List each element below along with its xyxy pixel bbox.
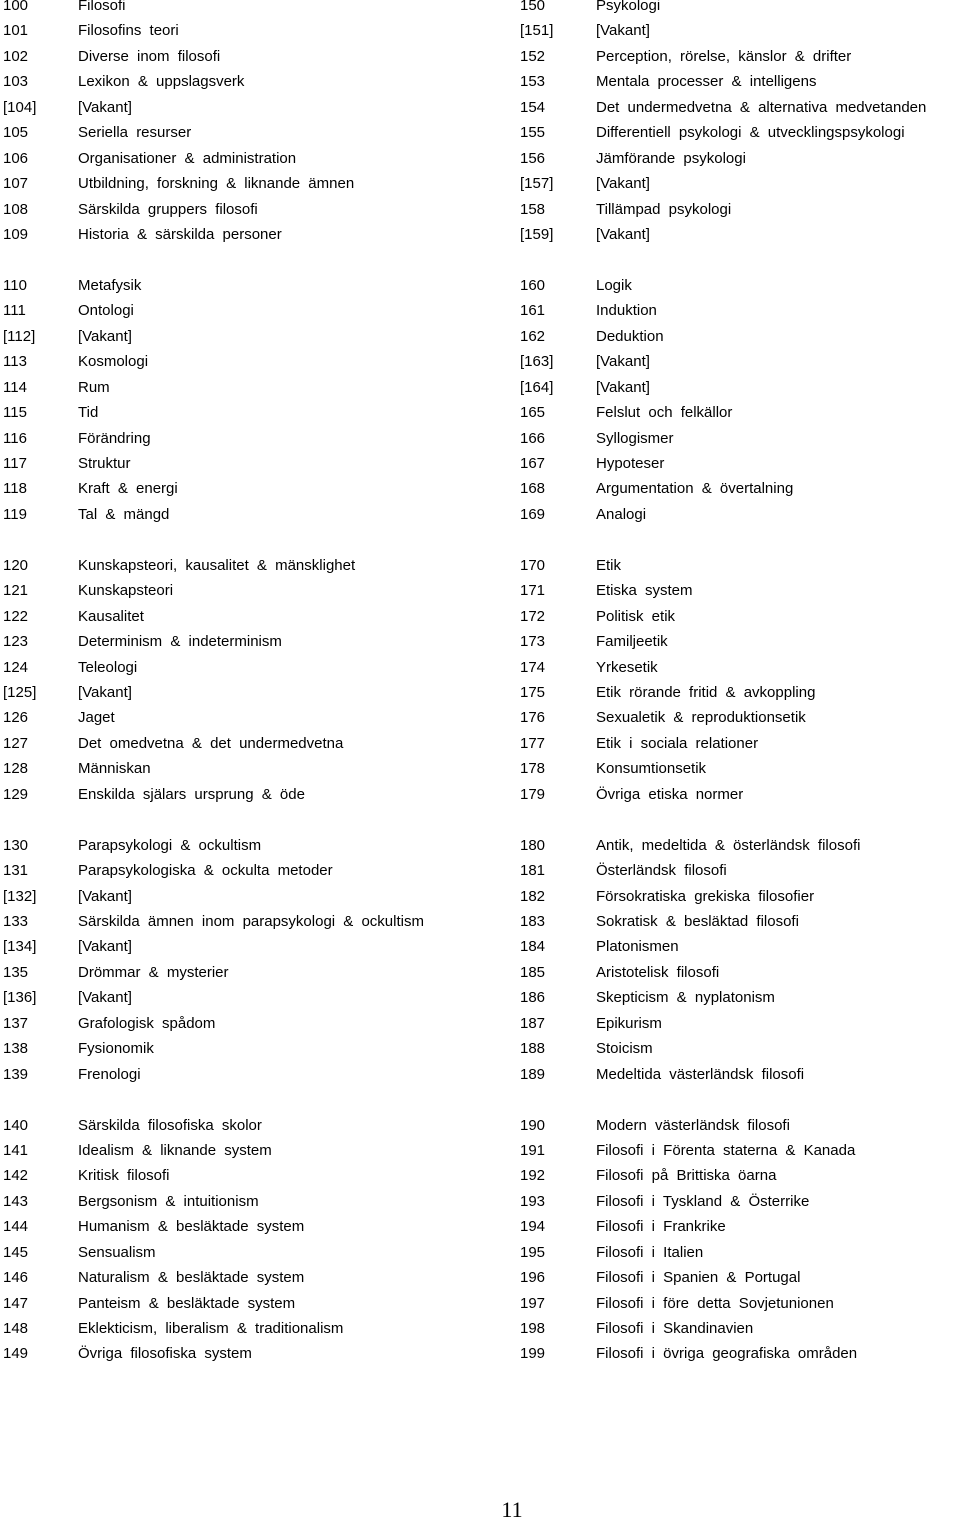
class-label: Försokratiska grekiska filosofier <box>596 887 815 905</box>
class-label: Förändring <box>78 429 151 447</box>
class-label: Yrkesetik <box>596 658 658 676</box>
class-label: Bergsonism & intuitionism <box>78 1192 259 1210</box>
class-label: Mentala processer & intelligens <box>596 73 817 91</box>
classification-group <box>3 556 503 814</box>
class-code: 187 <box>520 1014 546 1032</box>
class-code: 144 <box>3 1218 29 1236</box>
class-code: 161 <box>520 302 546 320</box>
class-code: 118 <box>3 480 27 498</box>
class-label: Epikurism <box>596 1014 662 1032</box>
class-label: Induktion <box>596 302 657 320</box>
right-column <box>520 0 960 1399</box>
classification-row <box>520 1167 960 1195</box>
classification-row <box>3 1040 503 1068</box>
class-label: [Vakant] <box>78 938 132 956</box>
class-code: 123 <box>3 633 29 651</box>
classification-row <box>3 785 503 814</box>
classification-row <box>520 480 960 508</box>
class-label: Argumentation & övertalning <box>596 480 794 498</box>
class-code: 199 <box>520 1345 546 1363</box>
class-label: Jämförande psykologi <box>596 149 746 167</box>
classification-group <box>3 1116 503 1374</box>
class-label: Människan <box>78 760 151 778</box>
class-code: 166 <box>520 429 546 447</box>
classification-row <box>3 1345 503 1373</box>
classification-row <box>520 404 960 432</box>
class-code: 127 <box>3 734 29 752</box>
class-label: Kunskapsteori, kausalitet & mänsklighet <box>78 556 356 574</box>
class-label: Särskilda ämnen inom parapsykologi & ockultism <box>78 912 424 930</box>
class-label: Övriga etiska normer <box>596 785 744 803</box>
class-code: 196 <box>520 1269 546 1287</box>
class-code: 160 <box>520 276 546 294</box>
class-code: 135 <box>3 963 29 981</box>
class-label: Differentiell psykologi & utvecklingspsykologi <box>596 124 905 142</box>
class-label: Syllogismer <box>596 429 674 447</box>
class-code: 105 <box>3 124 29 142</box>
classification-row <box>520 785 960 814</box>
class-code: 150 <box>520 0 546 14</box>
class-label: Filosofi i Förenta staterna & Kanada <box>596 1141 856 1159</box>
class-label: Seriella resurser <box>78 124 192 142</box>
classification-row <box>520 429 960 458</box>
class-label: Konsumtionsetik <box>596 760 707 778</box>
classification-row <box>3 582 503 610</box>
classification-row <box>3 760 503 788</box>
classification-row <box>520 912 960 941</box>
class-label: Historia & särskilda personer <box>78 225 282 243</box>
class-label: Kritisk filosofi <box>78 1167 170 1185</box>
class-code: [151] <box>520 22 554 40</box>
class-label: Filosofi i Italien <box>596 1243 704 1261</box>
class-label: Stoicism <box>596 1040 653 1058</box>
class-label: [Vakant] <box>596 22 650 40</box>
class-code: 113 <box>3 353 27 371</box>
class-label: Platonismen <box>596 938 679 956</box>
classification-row <box>3 1065 503 1094</box>
class-code: 109 <box>3 225 29 243</box>
class-code: 100 <box>3 0 29 14</box>
classification-row <box>520 734 960 763</box>
class-code: 103 <box>3 73 29 91</box>
class-code: 186 <box>520 989 546 1007</box>
class-label: Etik i sociala relationer <box>596 734 759 752</box>
class-code: 192 <box>520 1167 546 1185</box>
class-code: 189 <box>520 1065 546 1083</box>
class-code: 171 <box>520 582 546 600</box>
classification-group <box>520 556 960 814</box>
classification-row <box>520 862 960 890</box>
class-code: 131 <box>3 862 29 880</box>
classification-group <box>520 276 960 534</box>
class-label: Sokratisk & besläktad filosofi <box>596 912 799 930</box>
classification-row <box>520 633 960 661</box>
classification-row <box>520 1040 960 1068</box>
class-code: [164] <box>520 378 554 396</box>
class-code: 195 <box>520 1243 546 1261</box>
classification-row <box>520 124 960 152</box>
class-label: Felslut och felkällor <box>596 404 733 422</box>
class-label: Rum <box>78 378 110 396</box>
class-label: Psykologi <box>596 0 661 14</box>
class-label: Det omedvetna & det undermedvetna <box>78 734 344 752</box>
class-code: 129 <box>3 785 29 803</box>
class-label: Särskilda gruppers filosofi <box>78 200 258 218</box>
class-code: 138 <box>3 1040 29 1058</box>
class-code: 117 <box>3 454 27 472</box>
class-code: 193 <box>520 1192 546 1210</box>
classification-row <box>3 989 503 1017</box>
class-code: 198 <box>520 1320 546 1337</box>
class-code: 174 <box>520 658 546 676</box>
class-code: 176 <box>520 709 546 727</box>
class-code: [136] <box>3 989 37 1007</box>
classification-row <box>3 505 503 534</box>
class-code: 156 <box>520 149 546 167</box>
class-label: Övriga filosofiska system <box>78 1345 252 1363</box>
class-code: [104] <box>3 98 37 116</box>
class-label: Ontologi <box>78 302 134 320</box>
class-code: 146 <box>3 1269 29 1287</box>
class-code: [132] <box>3 887 37 905</box>
class-code: 130 <box>3 836 29 854</box>
class-label: [Vakant] <box>596 353 650 371</box>
class-label: Filosofins teori <box>78 22 179 40</box>
class-code: 170 <box>520 556 546 574</box>
classification-row <box>520 200 960 229</box>
classification-row <box>3 73 503 101</box>
class-label: Metafysik <box>78 276 142 294</box>
class-code: 115 <box>3 404 27 422</box>
class-label: Familjeetik <box>596 633 668 651</box>
class-label: Enskilda själars ursprung & öde <box>78 785 305 803</box>
classification-row <box>520 225 960 254</box>
classification-row <box>3 302 503 330</box>
class-label: [Vakant] <box>78 887 132 905</box>
class-code: 145 <box>3 1243 29 1261</box>
classification-row <box>520 175 960 203</box>
class-label: [Vakant] <box>78 98 132 116</box>
class-label: Deduktion <box>596 327 664 345</box>
class-label: Filosofi i Tyskland & Österrike <box>596 1192 810 1210</box>
classification-row <box>520 1218 960 1246</box>
class-label: Filosofi på Brittiska öarna <box>596 1167 777 1185</box>
class-label: Organisationer & administration <box>78 149 297 167</box>
class-code: 183 <box>520 912 546 930</box>
classification-row <box>520 505 960 534</box>
class-code: 184 <box>520 938 546 956</box>
class-code: 190 <box>520 1116 546 1134</box>
class-code: 172 <box>520 607 546 625</box>
class-label: Det undermedvetna & alternativa medvetanden <box>596 98 927 116</box>
class-label: Kausalitet <box>78 607 144 625</box>
class-label: [Vakant] <box>596 225 650 243</box>
class-code: 143 <box>3 1192 29 1210</box>
class-label: Determinism & indeterminism <box>78 633 282 651</box>
class-label: Filosofi i övriga geografiska områden <box>596 1345 858 1363</box>
class-label: Eklekticism, liberalism & traditionalism <box>78 1320 344 1337</box>
class-label: Sexualetik & reproduktionsetik <box>596 709 806 727</box>
class-label: Skepticism & nyplatonism <box>596 989 775 1007</box>
class-code: 194 <box>520 1218 546 1236</box>
class-label: [Vakant] <box>78 989 132 1007</box>
class-label: Parapsykologiska & ockulta metoder <box>78 862 333 880</box>
class-label: [Vakant] <box>78 327 132 345</box>
classification-row <box>3 709 503 737</box>
class-code: 179 <box>520 785 546 803</box>
class-code: 182 <box>520 887 546 905</box>
class-label: Etiska system <box>596 582 693 600</box>
class-code: 128 <box>3 760 29 778</box>
class-code: 169 <box>520 505 546 523</box>
class-label: Kunskapsteori <box>78 582 174 600</box>
classification-row <box>520 302 960 330</box>
class-code: 191 <box>520 1141 546 1159</box>
class-code: 121 <box>3 582 29 600</box>
classification-group <box>520 0 960 254</box>
classification-row <box>3 480 503 508</box>
class-label: Logik <box>596 276 632 294</box>
classification-row <box>3 225 503 254</box>
classification-row <box>520 1065 960 1094</box>
class-label: Filosofi i Skandinavien <box>596 1320 754 1337</box>
class-code: 140 <box>3 1116 29 1134</box>
class-code: 101 <box>3 22 29 40</box>
class-code: 141 <box>3 1141 29 1159</box>
classification-row <box>520 73 960 101</box>
class-label: Drömmar & mysterier <box>78 963 229 981</box>
class-label: Österländsk filosofi <box>596 862 727 880</box>
class-code: 153 <box>520 73 546 91</box>
class-code: 108 <box>3 200 29 218</box>
class-code: 126 <box>3 709 29 727</box>
class-code: 155 <box>520 124 546 142</box>
classification-row <box>520 0 960 25</box>
class-label: Naturalism & besläktade system <box>78 1269 305 1287</box>
class-code: 142 <box>3 1167 29 1185</box>
class-label: Hypoteser <box>596 454 665 472</box>
class-code: 188 <box>520 1040 546 1058</box>
classification-row <box>3 1218 503 1246</box>
class-label: Kosmologi <box>78 353 149 371</box>
class-label: Tal & mängd <box>78 505 170 523</box>
classification-row <box>3 1269 503 1297</box>
class-code: 106 <box>3 149 29 167</box>
class-label: Perception, rörelse, känslor & drifter <box>596 47 852 65</box>
class-label: Etik <box>596 556 622 574</box>
class-label: Humanism & besläktade system <box>78 1218 305 1236</box>
classification-row <box>520 276 960 305</box>
classification-row <box>520 1345 960 1373</box>
class-code: 197 <box>520 1294 546 1312</box>
class-label: Idealism & liknande system <box>78 1141 272 1159</box>
class-code: [134] <box>3 938 37 956</box>
class-label: [Vakant] <box>596 175 650 193</box>
class-code: 181 <box>520 862 546 880</box>
class-label: Parapsykologi & ockultism <box>78 836 262 854</box>
class-code: 122 <box>3 607 29 625</box>
class-code: 133 <box>3 912 29 930</box>
class-code: 162 <box>520 327 546 345</box>
classification-row <box>520 327 960 356</box>
classification-row <box>520 1014 960 1043</box>
class-code: [163] <box>520 353 554 371</box>
class-code: 149 <box>3 1345 29 1363</box>
class-code: 158 <box>520 200 546 218</box>
class-label: Tillämpad psykologi <box>596 200 732 218</box>
classification-row <box>3 938 503 966</box>
classification-row <box>520 607 960 636</box>
class-label: Antik, medeltida & österländsk filosofi <box>596 836 861 854</box>
class-label: Aristotelisk filosofi <box>596 963 720 981</box>
left-column <box>3 0 503 1399</box>
class-code: 110 <box>3 276 27 294</box>
classification-row <box>3 404 503 432</box>
classification-row <box>3 1167 503 1195</box>
class-label: Jaget <box>78 709 115 727</box>
classification-row <box>3 633 503 661</box>
classification-group <box>520 836 960 1094</box>
class-label: Utbildning, forskning & liknande ämnen <box>78 175 355 193</box>
class-code: 154 <box>520 98 546 116</box>
class-code: 173 <box>520 633 546 651</box>
class-code: 177 <box>520 734 546 752</box>
class-label: Kraft & energi <box>78 480 178 498</box>
classification-group <box>3 276 503 534</box>
class-label: Fysionomik <box>78 1040 154 1058</box>
class-label: Panteism & besläktade system <box>78 1294 296 1312</box>
class-label: Filosofi i Frankrike <box>596 1218 726 1236</box>
class-code: 114 <box>3 378 27 396</box>
class-label: [Vakant] <box>596 378 650 396</box>
class-code: 185 <box>520 963 546 981</box>
class-code: 148 <box>3 1320 29 1337</box>
page-number: 11 <box>501 1497 523 1522</box>
class-label: Grafologisk spådom <box>78 1014 216 1032</box>
classification-row <box>520 378 960 407</box>
classification-row <box>520 989 960 1017</box>
classification-row <box>3 862 503 890</box>
class-label: Etik rörande fritid & avkoppling <box>596 683 816 701</box>
class-code: [159] <box>520 225 554 243</box>
class-label: Teleologi <box>78 658 138 676</box>
class-label: Modern västerländsk filosofi <box>596 1116 790 1134</box>
class-code: 119 <box>3 505 27 523</box>
class-code: [157] <box>520 175 554 193</box>
classification-row <box>3 353 503 381</box>
class-code: 147 <box>3 1294 29 1312</box>
class-label: Filosofi <box>78 0 126 14</box>
class-code: 139 <box>3 1065 29 1083</box>
class-code: 180 <box>520 836 546 854</box>
class-code: 175 <box>520 683 546 701</box>
classification-row <box>520 582 960 610</box>
class-code: 107 <box>3 175 29 193</box>
class-label: Filosofi i Spanien & Portugal <box>596 1269 801 1287</box>
classification-row <box>520 709 960 737</box>
class-code: [112] <box>3 327 36 345</box>
class-code: [125] <box>3 683 37 701</box>
class-code: 116 <box>3 429 27 447</box>
class-code: 168 <box>520 480 546 498</box>
classification-group <box>3 0 503 254</box>
class-label: Diverse inom filosofi <box>78 47 221 65</box>
class-label: Frenologi <box>78 1065 141 1083</box>
class-code: 120 <box>3 556 29 574</box>
classification-row <box>520 149 960 178</box>
class-label: Tid <box>78 404 99 422</box>
class-code: 167 <box>520 454 546 472</box>
classification-row <box>3 124 503 152</box>
classification-row <box>520 353 960 381</box>
class-code: 178 <box>520 760 546 778</box>
class-code: 111 <box>3 302 26 320</box>
class-label: Analogi <box>596 505 647 523</box>
class-code: 137 <box>3 1014 29 1032</box>
class-code: 124 <box>3 658 29 676</box>
class-label: [Vakant] <box>78 683 132 701</box>
classification-row <box>520 1269 960 1297</box>
class-label: Struktur <box>78 454 131 472</box>
class-label: Medeltida västerländsk filosofi <box>596 1065 805 1083</box>
class-code: 165 <box>520 404 546 422</box>
class-label: Särskilda filosofiska skolor <box>78 1116 262 1134</box>
classification-group <box>3 836 503 1094</box>
class-label: Politisk etik <box>596 607 676 625</box>
classification-row <box>520 556 960 585</box>
classification-row <box>520 836 960 865</box>
class-label: Lexikon & uppslagsverk <box>78 73 245 91</box>
classification-row <box>520 938 960 966</box>
classification-row <box>3 175 503 203</box>
classification-row <box>520 1192 960 1221</box>
classification-row <box>520 760 960 788</box>
classification-group <box>520 1116 960 1374</box>
class-code: 152 <box>520 47 546 65</box>
class-code: 102 <box>3 47 29 65</box>
class-label: Sensualism <box>78 1243 156 1261</box>
class-label: Filosofi i före detta Sovjetunionen <box>596 1294 834 1312</box>
